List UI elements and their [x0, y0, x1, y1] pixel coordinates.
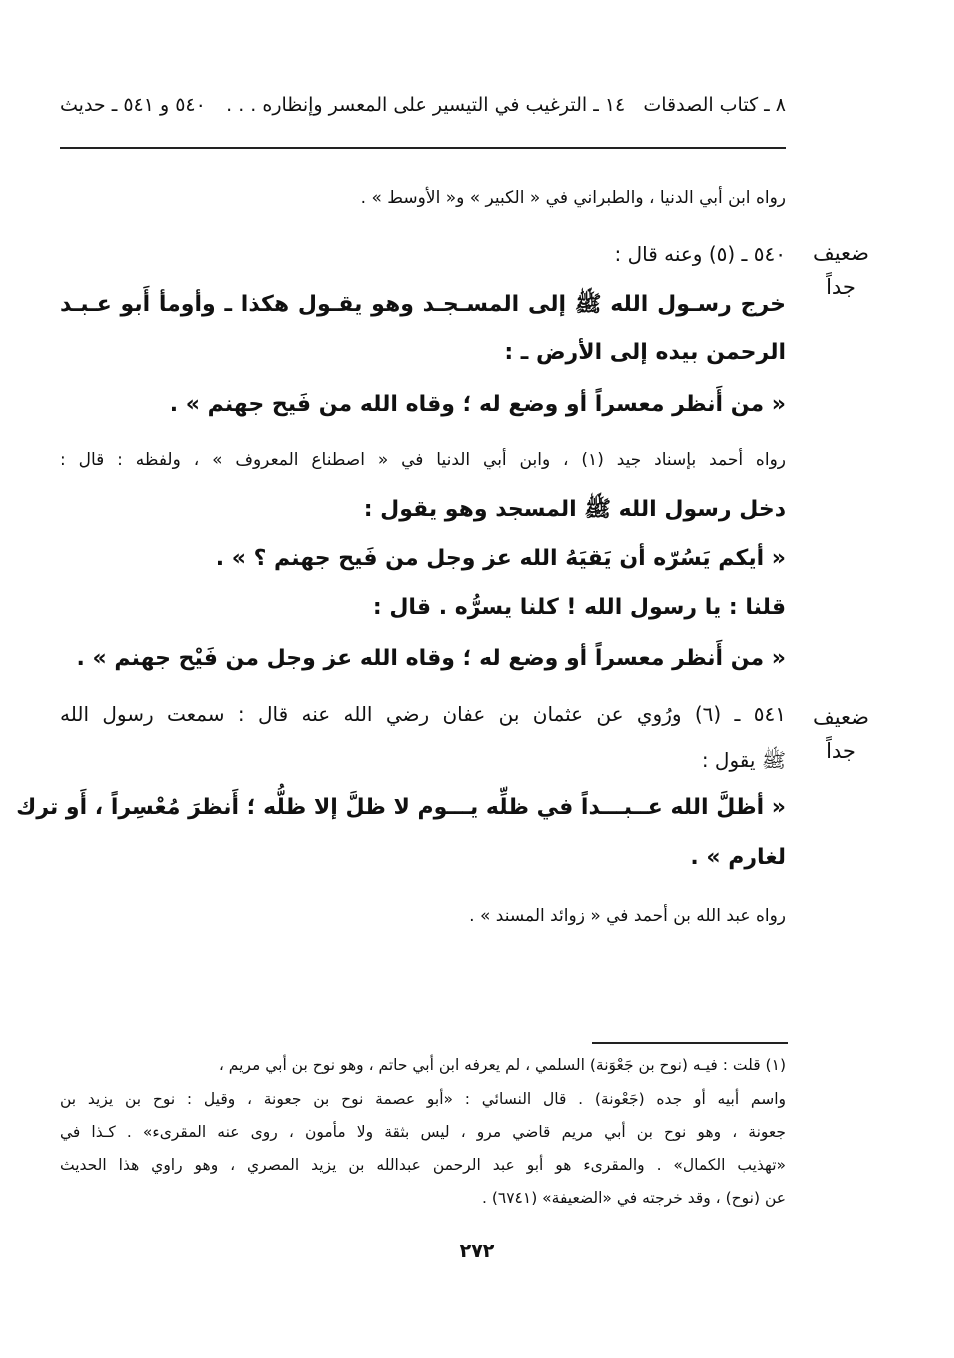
header-chapter-section [226, 94, 786, 116]
hadith-text-line: خرج رسـول الله ﷺ إلى المسـجـد وهو يقـول هكذا ـ وأومأ أَبو عـبـد [60, 292, 786, 317]
footnote-line: واسم أبيه أو جده (جَعْونة) . قال النسائي : «أبو عصمة نوح بن جعونة ، وقيل : نوح بن يزيد بن [60, 1090, 786, 1108]
footnote-line: عن (نوح) ، وقد خرجته في «الضعيفة» (٦٧٤١) . [481, 1189, 786, 1207]
hadith-text-line: « أظلَّ الله عــبـــداً في ظلِّه يـــوم لا ظلَّ إلا ظلُّه ؛ أَنظرَ مُعْسِراً ، أَو ترك [16, 795, 786, 820]
source-line: رواه ابن أبي الدنيا ، والطبراني في « الكبير » و« الأوسط » . [360, 188, 786, 208]
footnote-line: «تهذيب الكمال» . والمقرىء هو أبو عبد الرحمن عبدالله بن يزيد المصري ، وهو راوي هذا الحديث [60, 1156, 786, 1174]
footnote-line: (١) قلت : فيـه (نوح بن جَعْوَنة) السلمي ، لم يعرفه ابن أبي حاتم ، وهو نوح بن أبي مريم ، [218, 1056, 786, 1074]
hadith-text-line: لغارم » . [690, 845, 786, 870]
grade-label: ضعيف جداً [812, 241, 870, 299]
hadith-text-line: قلنا : يا رسول الله ! كلنا يسرُّه . قال : [372, 595, 786, 620]
header-hadith-range: ٥٤٠ و ٥٤١ ـ حديث [60, 94, 206, 116]
footnote-divider [592, 1042, 788, 1044]
hadith-text-line: ﷺ يقول : [701, 748, 786, 772]
hadith-text-line: « من أَنظر معسراً أو وضع له ؛ وقاه الله من فَيح جهنم » . [169, 392, 786, 417]
source-line: رواه أحمد بإسناد جيد (١) ، وابن أبي الدنيا في « اصطناع المعروف » ، ولفظه : قال : [60, 450, 786, 470]
header-chapter: ٨ ـ كتاب الصدقات [643, 94, 786, 116]
grade-label: ضعيف جداً [812, 705, 870, 763]
source-line: رواه عبد الله بن أحمد في « زوائد المسند » . [469, 906, 786, 926]
hadith-540-heading: ٥٤٠ ـ (٥) وعنه قال : [614, 242, 786, 266]
page-number: ٢٧٢ [459, 1240, 495, 1262]
hadith-541-heading: ٥٤١ ـ (٦) ورُوي عن عثمان بن عفان رضي الله عنه قال : سمعت رسول الله [60, 702, 786, 726]
footnote-line: جعونة ، وهو نوح بن أبي مريم قاضي مرو ، ليس بثقة ولا مأمون ، روى عنه المقرىء» . كـذا في [60, 1123, 786, 1141]
hadith-text-line: الرحمن بيده إلى الأرض ـ : [504, 340, 786, 365]
hadith-text-line: « أيكم يَسُرّه أن يَقيَهُ الله عز وجل من فَيح جهنم ؟ » . [215, 546, 786, 571]
hadith-text-line: « من أَنظر معسراً أو وضع له ؛ وقاه الله عز وجل من فَيْح جهنم » . [76, 646, 786, 671]
header-divider [60, 147, 786, 149]
hadith-text-line: دخل رسول الله ﷺ المسجد وهو يقول : [363, 497, 786, 522]
running-header [60, 94, 786, 134]
header-section: ١٤ ـ الترغيب في التيسير على المعسر وإنظاره . . . [226, 94, 626, 116]
